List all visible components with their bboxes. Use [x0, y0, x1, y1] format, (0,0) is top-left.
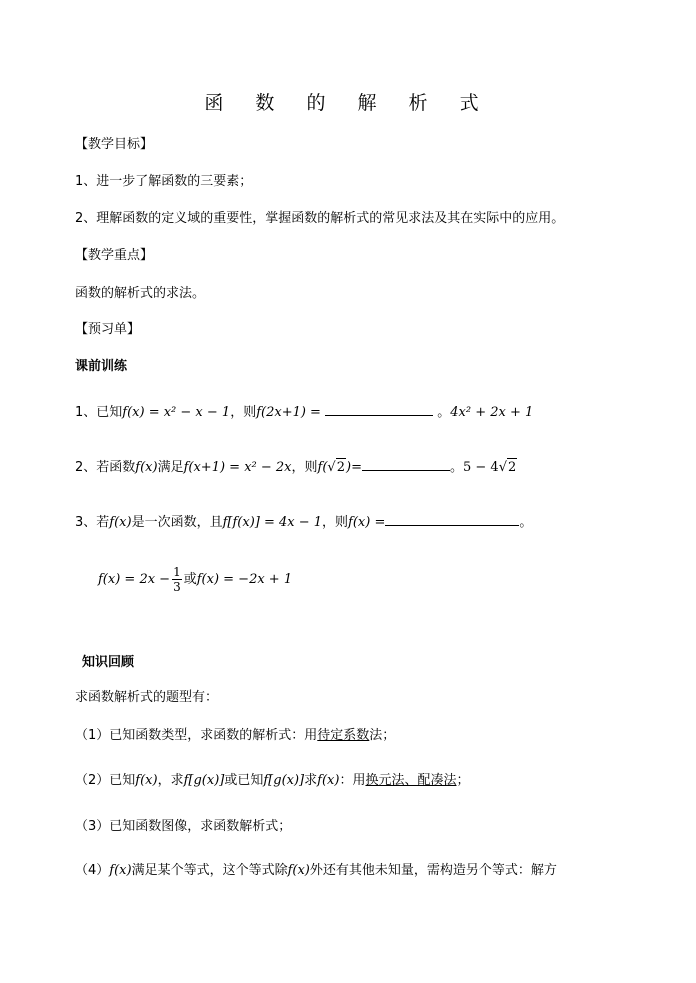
sqrt-symbol: √: [498, 460, 507, 475]
item4-b: 满足某个等式，这个等式除: [131, 863, 288, 878]
q1-given: f(x) = x² − x − 1: [122, 405, 231, 420]
q3-ask: f(x) =: [348, 515, 386, 530]
q3-lead: 3、若: [75, 515, 110, 530]
item2-a: （2）已知: [75, 773, 136, 788]
keypoint-header: 【教学重点】: [75, 248, 154, 263]
q1-answer: 4x² + 2x + 1: [450, 405, 534, 420]
review-item-2: [75, 772, 470, 790]
page-title: 函 数 的 解 析 式: [204, 92, 492, 114]
q2-answer-blank: [362, 457, 450, 471]
item2-e: ：用: [339, 773, 366, 788]
objective-2: 2、理解函数的定义域的重要性，掌握函数的解析式的常见求法及其在实际中的应用。: [75, 211, 565, 226]
fraction-denominator: 3: [173, 580, 181, 594]
pretraining-header: 课前训练: [75, 359, 128, 374]
q2-ask-post: )=: [346, 460, 362, 475]
item2-f3: f[g(x)]: [263, 773, 305, 788]
q1-sep: ，则: [230, 405, 257, 420]
keypoint-text: 函数的解析式的求法。: [75, 286, 206, 301]
item1-text: （1）已知函数类型，求函数的解析式：用: [75, 728, 318, 743]
q2-ask-pre: f(: [317, 460, 328, 475]
q2-lead: 2、若函数: [75, 460, 136, 475]
q1-period: 。: [437, 405, 451, 420]
item1-end: 法；: [369, 728, 396, 743]
item2-f1: f(x): [135, 773, 158, 788]
q3-answer: [98, 565, 292, 594]
q1-answer-blank: [325, 402, 433, 416]
item4-c: 外还有其他未知量，需构造另个等式：解方: [309, 863, 557, 878]
fraction-numerator: 1: [173, 565, 181, 579]
preview-header: 【预习单】: [75, 322, 141, 337]
q3-sep: ，则: [322, 515, 349, 530]
q3-answer-or: 或: [183, 572, 197, 587]
q2-period: 。: [449, 460, 463, 475]
q3-answer-a: f(x) = 2x −: [98, 572, 171, 587]
exercise-3: [75, 512, 532, 532]
exercise-1: [75, 402, 533, 422]
item4-f1: f(x): [109, 863, 132, 878]
item2-f2: f[g(x)]: [183, 773, 225, 788]
item2-b: ，求: [157, 773, 184, 788]
objective-1: 1、进一步了解函数的三要素；: [75, 174, 253, 189]
sqrt-symbol: √: [327, 460, 336, 475]
fraction: [172, 565, 182, 594]
item2-end: ；: [456, 773, 470, 788]
q2-given: f(x+1) = x² − 2x: [183, 460, 292, 475]
q2-answer-radicand: 2: [507, 460, 517, 475]
review-item-1: [75, 727, 395, 745]
review-header: 知识回顾: [82, 655, 135, 670]
review-intro: 求函数解析式的题型有：: [75, 690, 219, 705]
item1-method: 待定系数: [317, 728, 370, 743]
item2-f4: f(x): [317, 773, 340, 788]
q3-answer-b: f(x) = −2x + 1: [196, 572, 293, 587]
q1-ask: f(2x+1) =: [256, 405, 321, 420]
q2-answer-pre: 5 − 4: [462, 460, 499, 475]
exercise-2: [75, 457, 517, 477]
review-item-3: （3）已知函数图像，求函数解析式；: [75, 819, 292, 834]
q1-lead: 1、已知: [75, 405, 123, 420]
item2-c: 或已知: [224, 773, 264, 788]
q3-answer-blank: [385, 512, 519, 526]
q3-given: f[f(x)] = 4x − 1: [222, 515, 323, 530]
review-item-4: [75, 862, 557, 880]
item2-method: 换元法、配凑法: [365, 773, 457, 788]
q3-mid: 是一次函数，且: [131, 515, 223, 530]
q2-ask-radicand: 2: [336, 460, 345, 475]
objectives-header: 【教学目标】: [75, 137, 154, 152]
item4-a: （4）: [75, 863, 110, 878]
q3-period: 。: [519, 515, 533, 530]
item2-d: 求: [304, 773, 318, 788]
q2-func: f(x): [135, 460, 158, 475]
q3-func: f(x): [109, 515, 132, 530]
q2-sep: ，则: [291, 460, 318, 475]
item4-f2: f(x): [287, 863, 310, 878]
q2-mid: 满足: [157, 460, 184, 475]
